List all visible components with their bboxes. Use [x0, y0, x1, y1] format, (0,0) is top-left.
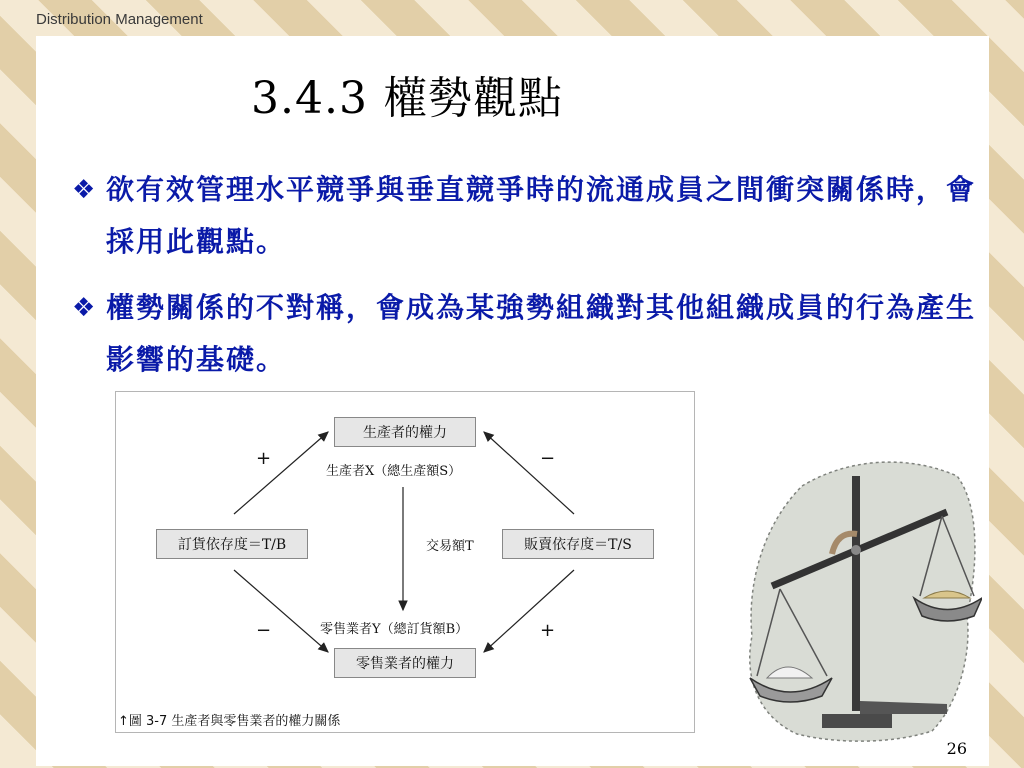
sign-top-right: − — [540, 448, 556, 469]
retailer-label: 零售業者Y（總訂貨額B） — [320, 622, 469, 637]
sign-bottom-right: + — [540, 620, 556, 641]
bullet-item — [72, 282, 977, 386]
arrow-left-to-bottom — [234, 570, 328, 652]
sign-top-left: + — [256, 448, 272, 469]
balance-scale-icon — [742, 446, 982, 746]
figure-caption: ↑圖 3-7 生產者與零售業者的權力關係 — [118, 714, 341, 729]
power-relationship-figure — [115, 391, 695, 733]
diamond-bullet-icon: ❖ — [72, 175, 98, 205]
bullet-list — [72, 164, 977, 400]
producer-power-box: 生產者的權力 — [334, 417, 476, 447]
order-dependency-box: 訂貨依存度＝T/B — [156, 529, 308, 559]
sales-dependency-box: 販賣依存度＝T/S — [502, 529, 654, 559]
bullet-text: 權勢關係的不對稱，會成為某強勢組織對其他組織成員的行為產生影響的基礎。 — [106, 291, 977, 376]
slide-title: 3.4.3 權勢觀點 — [251, 73, 563, 124]
diamond-bullet-icon: ❖ — [72, 293, 98, 323]
arrow-left-to-top — [234, 432, 328, 514]
arrow-right-to-top — [484, 432, 574, 514]
producer-label: 生產者X（總生產額S） — [326, 464, 462, 479]
sign-bottom-left: − — [256, 620, 272, 641]
retailer-power-box: 零售業者的權力 — [334, 648, 476, 678]
header-label: Distribution Management — [36, 11, 203, 28]
transaction-label: 交易額T — [426, 539, 474, 554]
bullet-text: 欲有效管理水平競爭與垂直競爭時的流通成員之間衝突關係時，會採用此觀點。 — [106, 173, 977, 258]
arrow-right-to-bottom — [484, 570, 574, 652]
page-number: 26 — [946, 739, 967, 758]
slide — [36, 36, 989, 766]
bullet-item — [72, 164, 977, 268]
